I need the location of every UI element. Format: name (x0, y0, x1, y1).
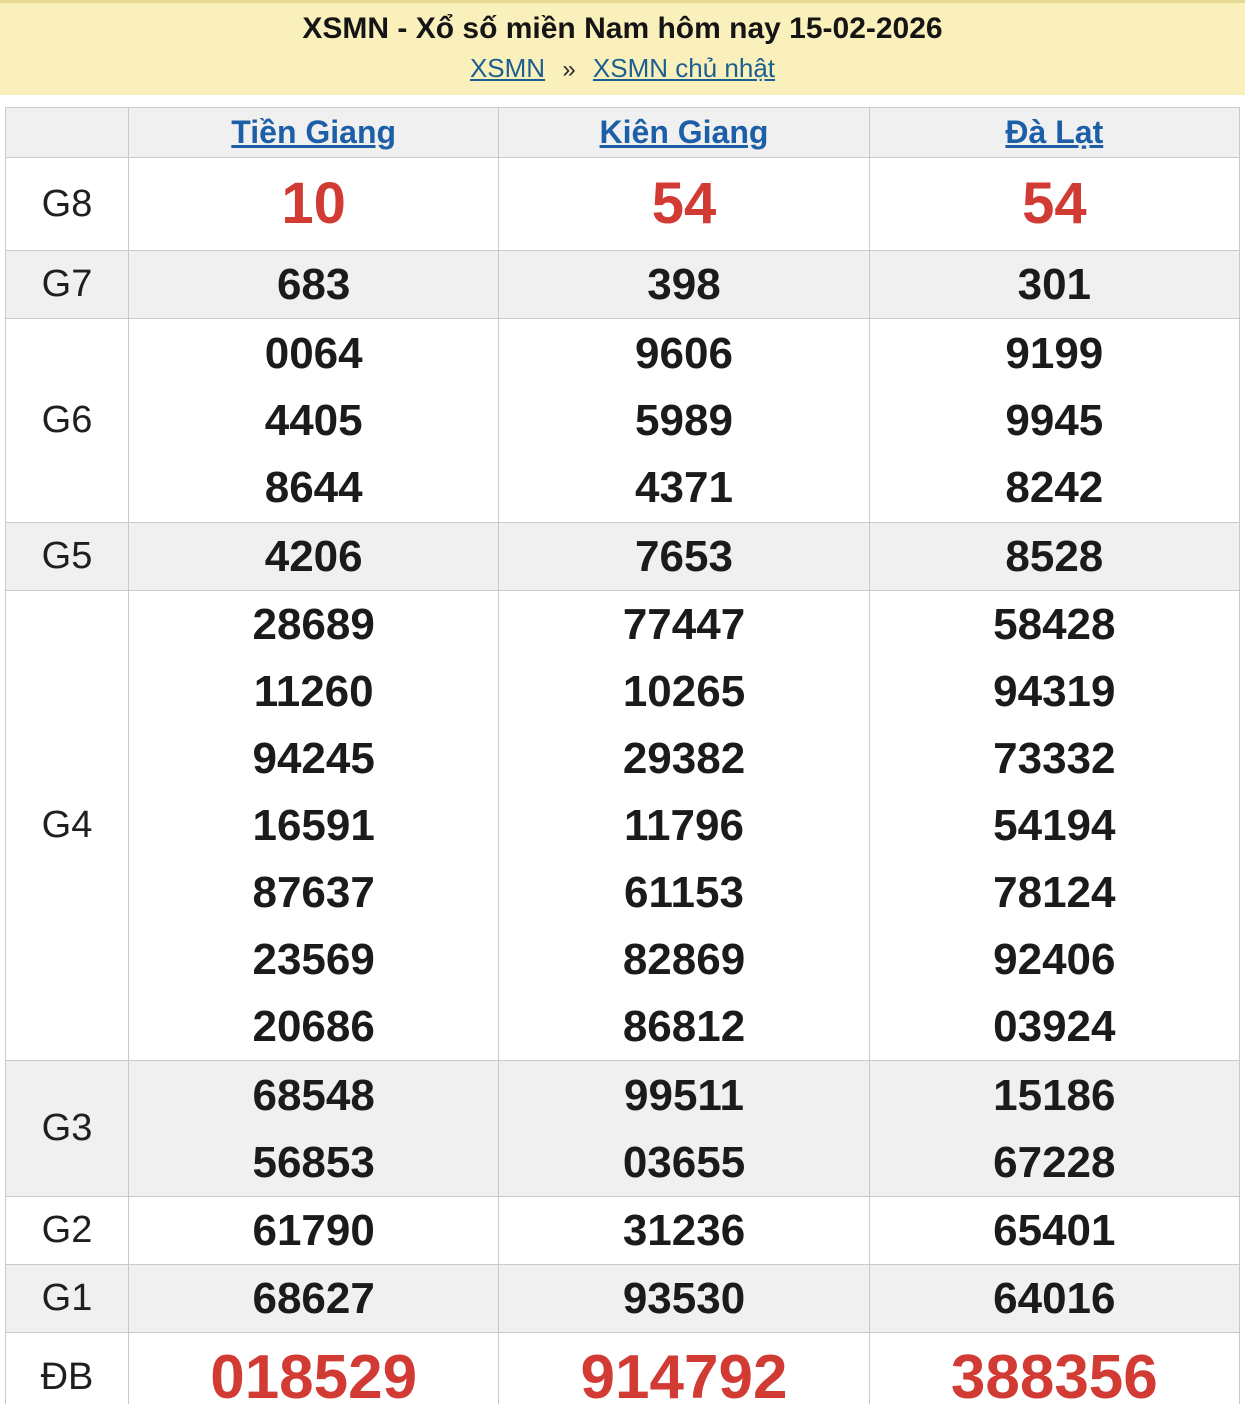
result-cell (499, 319, 869, 523)
result-number: 54 (1022, 171, 1087, 236)
result-number: 8242 (1005, 463, 1104, 512)
prize-label: G5 (6, 523, 129, 591)
result-cell (499, 1333, 869, 1404)
result-number: 73332 (993, 734, 1116, 783)
result-number: 398 (647, 260, 721, 309)
prize-label: G4 (6, 591, 129, 1061)
result-number: 93530 (622, 1274, 746, 1323)
province-header-cell (499, 108, 869, 158)
result-number: 29382 (622, 734, 746, 783)
province-header-cell (129, 108, 499, 158)
table-row (6, 1333, 1240, 1404)
result-number: 68548 (252, 1070, 375, 1120)
result-number: 54 (651, 171, 717, 236)
result-number: 4405 (264, 396, 363, 445)
result-cell (129, 251, 499, 319)
breadcrumb-link-xsmn-chu-nhat[interactable]: XSMN chủ nhật (592, 53, 776, 83)
result-cell (129, 1061, 499, 1197)
results-table-body (6, 158, 1240, 1404)
result-number: 914792 (580, 1342, 788, 1404)
results-table (5, 107, 1240, 1404)
prize-label: ĐB (6, 1333, 129, 1404)
result-number: 61790 (252, 1206, 375, 1255)
table-row (6, 591, 1240, 1061)
breadcrumb-separator: » (562, 56, 576, 83)
result-number: 68627 (252, 1274, 375, 1323)
result-number: 7653 (635, 532, 733, 581)
province-link[interactable]: Tiền Giang (231, 114, 397, 150)
result-number: 301 (1017, 260, 1092, 309)
result-cell (129, 1265, 499, 1333)
result-number: 15186 (993, 1070, 1116, 1120)
result-cell (869, 1265, 1239, 1333)
result-number: 82869 (622, 935, 746, 984)
table-row (6, 1197, 1240, 1265)
result-cell (869, 591, 1239, 1061)
result-number: 10265 (622, 667, 746, 716)
result-number: 03655 (622, 1137, 746, 1187)
result-cell (869, 523, 1239, 591)
result-number: 683 (276, 260, 351, 309)
result-cell (869, 251, 1239, 319)
result-number: 92406 (993, 935, 1116, 984)
result-number: 03924 (993, 1002, 1116, 1051)
result-number: 65401 (993, 1206, 1116, 1255)
result-cell (499, 1061, 869, 1197)
breadcrumb (0, 53, 1245, 85)
result-cell (499, 158, 869, 251)
result-number: 9199 (1005, 329, 1104, 378)
result-number: 11260 (253, 667, 374, 716)
result-number: 56853 (252, 1137, 375, 1187)
result-number: 64016 (993, 1274, 1116, 1323)
result-number: 388356 (950, 1342, 1158, 1404)
province-header-cell (869, 108, 1239, 158)
result-number: 5989 (635, 396, 733, 445)
results-table-head (6, 108, 1240, 158)
result-number: 31236 (622, 1206, 746, 1255)
result-cell (869, 1333, 1239, 1404)
result-number: 16591 (252, 801, 375, 850)
result-number: 28689 (252, 600, 375, 649)
result-cell (499, 251, 869, 319)
result-number: 54194 (993, 801, 1116, 850)
result-cell (869, 319, 1239, 523)
result-cell (869, 158, 1239, 251)
result-cell (499, 523, 869, 591)
result-cell (869, 1197, 1239, 1265)
table-row (6, 319, 1240, 523)
result-number: 8528 (1005, 532, 1104, 581)
result-number: 67228 (993, 1137, 1116, 1187)
result-cell (129, 1333, 499, 1404)
prize-label: G7 (6, 251, 129, 319)
table-row (6, 523, 1240, 591)
table-row (6, 158, 1240, 251)
result-number: 86812 (622, 1002, 746, 1051)
breadcrumb-link-xsmn[interactable]: XSMN (469, 53, 546, 83)
result-cell (499, 1197, 869, 1265)
result-number: 018529 (210, 1342, 418, 1404)
result-number: 94245 (252, 734, 375, 783)
result-number: 78124 (993, 868, 1116, 917)
table-row (6, 1061, 1240, 1197)
result-cell (129, 591, 499, 1061)
prize-label: G8 (6, 158, 129, 251)
result-cell (499, 591, 869, 1061)
result-number: 94319 (993, 667, 1116, 716)
table-row (6, 1265, 1240, 1333)
prize-label: G6 (6, 319, 129, 523)
result-number: 20686 (252, 1002, 375, 1051)
result-number: 4371 (635, 463, 733, 512)
corner-cell (6, 108, 129, 158)
result-number: 77447 (622, 600, 746, 649)
result-cell (129, 523, 499, 591)
result-number: 61153 (624, 868, 744, 917)
result-cell (869, 1061, 1239, 1197)
province-header-row (6, 108, 1240, 158)
result-number: 99511 (624, 1070, 744, 1120)
result-cell (129, 1197, 499, 1265)
result-number: 9606 (635, 329, 733, 378)
province-link[interactable]: Kiên Giang (599, 114, 769, 150)
prize-label: G1 (6, 1265, 129, 1333)
result-number: 4206 (264, 532, 363, 581)
result-number: 10 (281, 171, 346, 236)
province-link[interactable]: Đà Lạt (1005, 114, 1104, 150)
result-cell (129, 158, 499, 251)
result-number: 11796 (624, 801, 744, 850)
result-number: 0064 (264, 329, 363, 378)
page-title: XSMN - Xổ số miền Nam hôm nay 15-02-2026 (302, 12, 943, 45)
result-cell (129, 319, 499, 523)
prize-label: G3 (6, 1061, 129, 1197)
result-number: 8644 (264, 463, 363, 512)
result-cell (499, 1265, 869, 1333)
result-number: 9945 (1005, 396, 1104, 445)
prize-label: G2 (6, 1197, 129, 1265)
page-header (0, 0, 1245, 95)
table-row (6, 251, 1240, 319)
result-number: 23569 (252, 935, 375, 984)
result-number: 58428 (993, 600, 1116, 649)
result-number: 87637 (252, 868, 375, 917)
